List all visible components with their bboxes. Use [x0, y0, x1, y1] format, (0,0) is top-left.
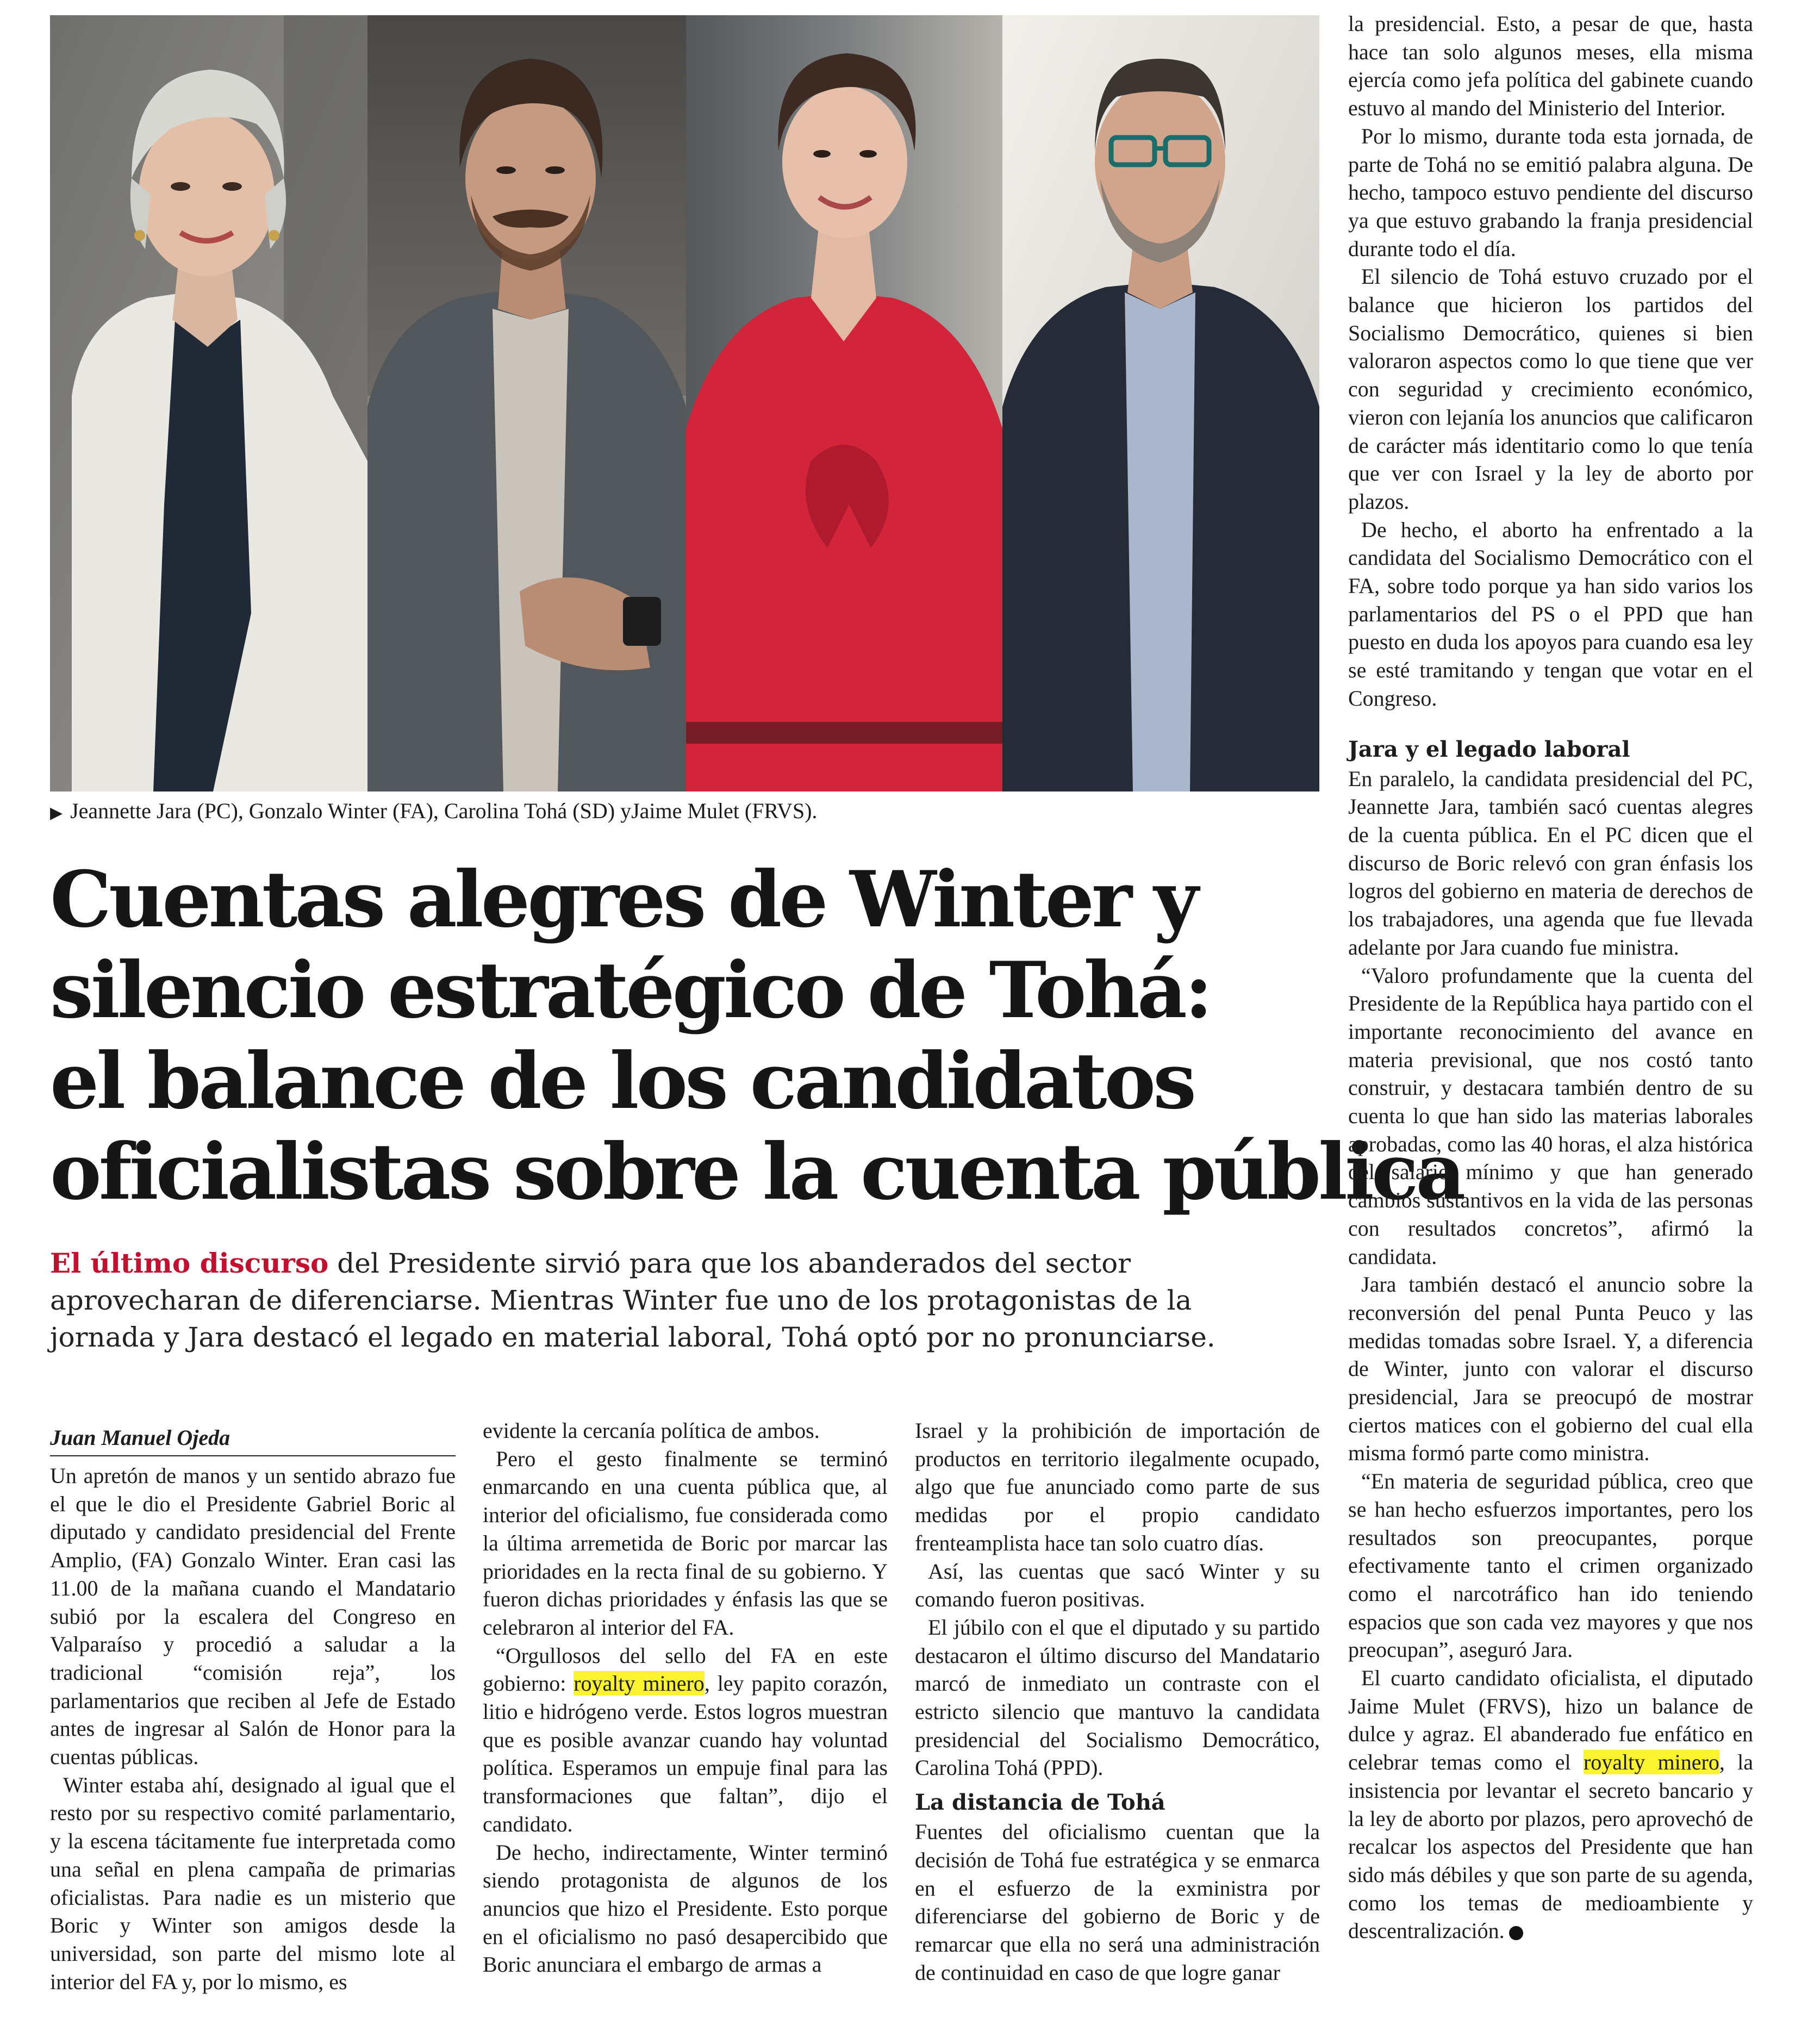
- byline: Juan Manuel Ojeda: [50, 1423, 456, 1456]
- headline: [50, 855, 1463, 1218]
- paragraph: Por lo mismo, durante toda esta jornada, de parte de Tohá no se emitió palabra alguna. De hecho, tampoco estuvo pendiente del discurso ya que estuvo grabando la franja presidencial durante todo el día.: [1348, 123, 1753, 261]
- photo-jeannette-jara: [50, 15, 367, 792]
- lede-text: del Presidente sirvió para que los abanderados del sector aprovecharan de diferenciarse. Mientras Winter fue uno de los protagonistas de la jornada y Jara destacó el legado en material laboral, Tohá optó por no pronunciarse.: [50, 1248, 1216, 1353]
- paragraph: Un apretón de manos y un sentido abrazo fue el que le dio el Presidente Gabriel Boric al diputado y candidato presidencial del Frente Amplio, (FA) Gonzalo Winter. Eran casi las 11.00 de la mañana cuando el Mandatario subió por la escalera del Congreso en Valparaíso y procedió a saludar a la tradicional “comisión reja”, los parlamentarios que reciben al Jefe de Estado antes de ingresar al Salón de Honor para la cuentas públicas.: [50, 1463, 456, 1769]
- paragraph: la presidencial. Esto, a pesar de que, hasta hace tan solo algunos meses, ella misma ejercía como jefa política del gabinete cuando estuvo al mando del Ministerio del Interior.: [1348, 11, 1753, 121]
- paragraph: [483, 1642, 888, 1839]
- text-run: , la insistencia por levantar el secreto bancario y la ley de aborto por plazos, pero aprovechó de recalcar los aspectos del Presidente que han sido más débiles y que son parte de su agenda, como los temas de medioambiente y descentralización.: [1348, 1750, 1753, 1943]
- paragraph: Pero el gesto finalmente se terminó enmarcando en una cuenta pública que, al interior del oficialismo, fue considerada como la última arremetida de Boric por marcar las prioridades en la recta final de su gobierno. Y fueron dichas prioridades y énfasis las que se celebraron al interior del FA.: [483, 1446, 888, 1640]
- portrait-winter: [367, 15, 686, 792]
- portrait-toha: [686, 15, 1002, 792]
- subheading: La distancia de Tohá: [915, 1790, 1165, 1816]
- photo-gonzalo-winter: [367, 15, 686, 792]
- article-column-4: [1348, 10, 1753, 1945]
- highlighted-text: royalty minero: [574, 1671, 705, 1696]
- photo-jaime-mulet: [1002, 15, 1319, 792]
- article-column-2: [483, 1417, 888, 1979]
- lede-kicker: El último discurso: [50, 1247, 329, 1279]
- paragraph: “Valoro profundamente que la cuenta del Presidente de la República haya partido con el importante reconocimiento del avance en materia previsional, que nos costó tanto construir, y destacara también dentro de su cuenta lo que han sido las materias laborales aprobadas, como las 40 horas, el alza histórica del salario mínimo y que han generado cambios sustantivos en la vida de las personas con resultados concretos”, afirmó la candidata.: [1348, 963, 1753, 1269]
- article-column-3: [915, 1417, 1320, 1986]
- text-run: “Orgullosos del sello del FA en este gobierno:: [483, 1643, 888, 1696]
- paragraph: El silencio de Tohá estuvo cruzado por el balance que hicieron los partidos del Socialismo Democrático, quienes si bien valoraron aspectos como lo que tiene que ver con seguridad y crecimiento económico, vieron con lejanía los anuncios que calificaron de carácter más identitario como lo que tenía que ver con Israel y la ley de aborto por plazos.: [1348, 264, 1753, 514]
- paragraph: De hecho, el aborto ha enfrentado a la candidata del Socialismo Democrático con el FA, sobre todo porque ya han sido varios los parlamentarios del PS o el PPD que han puesto en duda los apoyos para cuando esa ley se esté tramitando y tengan que votar en el Congreso.: [1348, 517, 1753, 711]
- photo-carolina-toha: [686, 15, 1002, 792]
- text-run: , ley papito corazón, litio e hidrógeno verde. Estos logros muestran que es posible avanzar cuando hay voluntad política. Esperamos un empuje final para las transformaciones que faltan”, dijo el candidato.: [483, 1671, 888, 1836]
- paragraph: El júbilo con el que el diputado y su partido destacaron el último discurso del Mandatario marcó de inmediato un contraste con el estricto silencio que mantuvo la candidata presidencial del Socialismo Democrático, Carolina Tohá (PPD).: [915, 1615, 1320, 1780]
- headline-line: oficialistas sobre la cuenta pública: [50, 1127, 1463, 1217]
- paragraph: Israel y la prohibición de importación de productos en territorio ilegalmente ocupado, algo que fue anunciado como parte de sus medidas por el propio candidato frenteamplista hace tan solo cuatro días.: [915, 1418, 1320, 1555]
- paragraph: En paralelo, la candidata presidencial del PC, Jeannette Jara, también sacó cuentas alegres de la cuenta pública. En el PC dicen que el discurso de Boric relevó con gran énfasis los logros del gobierno en materia de derechos de los trabajadores, una agenda que fue llevada adelante por Jara cuando fue ministra.: [1348, 766, 1753, 959]
- subheading: Jara y el legado laboral: [1348, 736, 1630, 762]
- lede: [50, 1245, 1300, 1356]
- highlighted-text: royalty minero: [1583, 1750, 1719, 1775]
- paragraph: Winter estaba ahí, designado al igual que el resto por su respectivo comité parlamentario, y la escena tácitamente fue interpretada como una señal en plena campaña de primarias oficialistas. Para nadie es un misterio que Boric y Winter son amigos desde la universidad, son parte del mismo lote al interior del FA y, por lo mismo, es: [50, 1772, 456, 1994]
- portrait-mulet: [1002, 15, 1319, 792]
- portrait-jara: [50, 15, 367, 792]
- paragraph: De hecho, indirectamente, Winter terminó siendo protagonista de algunos de los anuncios que hizo el Presidente. Esto porque en el oficialismo no pasó desapercibido que Boric anunciara el embargo de armas a: [483, 1840, 888, 1977]
- caption-marker-icon: ▶: [50, 804, 63, 822]
- headline-line: el balance de los candidatos: [50, 1036, 1194, 1126]
- paragraph: evidente la cercanía política de ambos.: [483, 1418, 820, 1443]
- article-column-1: [50, 1423, 456, 1996]
- paragraph: Así, las cuentas que sacó Winter y su comando fueron positivas.: [915, 1559, 1320, 1612]
- text-run: El cuarto candidato oficialista, el diputado Jaime Mulet (FRVS), hizo un balance de dulce y agraz. El abanderado fue enfático en celebrar temas como el: [1348, 1666, 1753, 1775]
- paragraph: Jara también destacó el anuncio sobre la reconversión del penal Punta Peuco y las medidas tomadas sobre Israel. Y, a diferencia de Winter, junto con valorar el discurso presidencial, Jara se preocupó de mostrar ciertos matices con el gobierno del cual ella misma formó parte como ministra.: [1348, 1272, 1753, 1466]
- caption-text: Jeannette Jara (PC), Gonzalo Winter (FA), Carolina Tohá (SD) yJaime Mulet (FRVS).: [70, 799, 818, 823]
- end-mark-icon: [1509, 1926, 1523, 1940]
- photo-caption: [50, 795, 1319, 830]
- paragraph: [1348, 1664, 1753, 1945]
- paragraph: Fuentes del oficialismo cuentan que la decisión de Tohá fue estratégica y se enmarca en el esfuerzo de la exministra por diferenciarse del gobierno de Boric y de remarcar que ella no será una administración de continuidad en caso de que logre ganar: [915, 1819, 1320, 1985]
- headline-line: Cuentas alegres de Winter y: [50, 855, 1196, 945]
- paragraph: “En materia de seguridad pública, creo que se han hecho esfuerzos importantes, pero los resultados son preocupantes, porque efectivamente tanto el crimen organizado como el narcotráfico han ido teniendo espacios que son cada vez mayores y que nos preocupan”, aseguró Jara.: [1348, 1469, 1753, 1662]
- photo-strip: [50, 15, 1319, 792]
- headline-line: silencio estratégico de Tohá:: [50, 945, 1211, 1036]
